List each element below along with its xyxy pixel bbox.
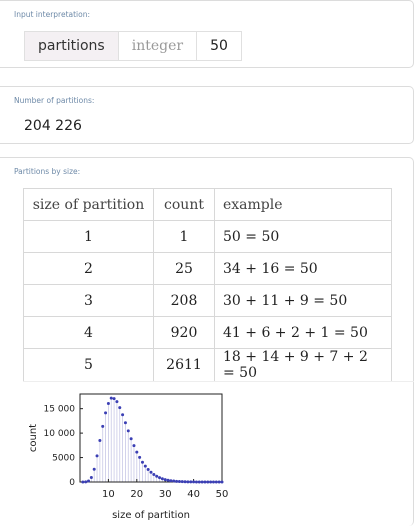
interpretation-chip-number[interactable]: 50	[210, 38, 228, 54]
data-point	[164, 478, 167, 481]
data-point	[147, 468, 150, 471]
size-cell: 1	[24, 221, 154, 253]
divider	[23, 381, 414, 382]
data-point	[198, 480, 201, 483]
x-axis-label: size of partition	[112, 510, 190, 521]
y-tick-label: 10 000	[43, 429, 75, 440]
data-point	[84, 480, 87, 483]
number-of-partitions-pod	[0, 86, 414, 144]
example-cell: 50 = 50	[215, 221, 392, 253]
partitions-table	[23, 188, 392, 382]
example-cell: 41 + 6 + 2 + 1 = 50	[215, 317, 392, 349]
data-point	[87, 479, 90, 482]
data-point	[127, 429, 130, 432]
table-row	[24, 285, 392, 317]
partition-size-chart	[0, 384, 416, 524]
data-point	[118, 406, 121, 409]
count-cell: 920	[154, 317, 215, 349]
pod-title: Input interpretation:	[14, 10, 91, 19]
data-point	[181, 480, 184, 483]
x-tick-label: 30	[158, 489, 172, 500]
partition-count-value: 204 226	[24, 118, 82, 134]
data-point	[141, 461, 144, 464]
input-interpretation-box	[24, 31, 242, 61]
count-cell: 1	[154, 221, 215, 253]
data-point	[203, 480, 206, 483]
data-point	[81, 480, 84, 483]
example-cell: 34 + 16 = 50	[215, 253, 392, 285]
pod-title: Number of partitions:	[14, 96, 95, 105]
data-point	[155, 475, 158, 478]
count-cell: 208	[154, 285, 215, 317]
count-cell: 25	[154, 253, 215, 285]
y-tick-label: 15 000	[43, 404, 75, 415]
data-point	[96, 454, 99, 457]
example-cell: 18 + 14 + 9 + 7 + 2 = 50	[215, 349, 392, 382]
pod-title: Partitions by size:	[14, 167, 81, 176]
x-tick-label: 50	[215, 489, 229, 500]
data-point	[121, 413, 124, 416]
column-header: example	[215, 189, 392, 221]
table-row	[24, 221, 392, 253]
x-tick-label: 20	[130, 489, 144, 500]
data-point	[167, 479, 170, 482]
plot-frame	[80, 394, 222, 482]
data-point	[152, 473, 155, 476]
data-point	[158, 476, 161, 479]
data-point	[113, 397, 116, 400]
data-point	[132, 444, 135, 447]
data-point	[192, 480, 195, 483]
data-point	[101, 425, 104, 428]
data-point	[209, 480, 212, 483]
table-row	[24, 349, 392, 382]
data-point	[98, 439, 101, 442]
data-point	[215, 480, 218, 483]
data-point	[90, 476, 93, 479]
data-point	[115, 400, 118, 403]
y-tick-label: 0	[69, 478, 75, 488]
data-point	[189, 480, 192, 483]
data-point	[93, 468, 96, 471]
data-point	[150, 471, 153, 474]
example-cell: 30 + 11 + 9 = 50	[215, 285, 392, 317]
data-point	[178, 480, 181, 483]
size-cell: 3	[24, 285, 154, 317]
data-point	[206, 480, 209, 483]
x-tick-label: 40	[187, 489, 200, 500]
interpretation-chip-partitions[interactable]: partitions	[25, 32, 119, 60]
data-point	[175, 480, 178, 483]
data-point	[107, 402, 110, 405]
data-point	[104, 411, 107, 414]
size-cell: 4	[24, 317, 154, 349]
data-point	[161, 477, 164, 480]
column-header: count	[154, 189, 215, 221]
data-point	[110, 397, 113, 400]
table-header-row	[24, 189, 392, 221]
data-point	[138, 456, 141, 459]
column-header: size of partition	[24, 189, 154, 221]
data-point	[172, 480, 175, 483]
table-row	[24, 253, 392, 285]
data-point	[195, 480, 198, 483]
x-tick-label: 10	[102, 489, 115, 500]
y-axis-label: count	[28, 423, 39, 453]
data-point	[169, 479, 172, 482]
data-point	[144, 465, 147, 468]
data-point	[124, 421, 127, 424]
data-point	[212, 480, 215, 483]
size-cell: 2	[24, 253, 154, 285]
data-point	[201, 480, 204, 483]
data-point	[221, 480, 224, 483]
interpretation-chip-type[interactable]: integer	[119, 32, 197, 60]
data-point	[218, 480, 221, 483]
data-point	[135, 451, 138, 454]
data-point	[186, 480, 189, 483]
count-cell: 2611	[154, 349, 215, 382]
data-point	[130, 437, 133, 440]
size-cell: 5	[24, 349, 154, 382]
y-tick-label: 5000	[52, 453, 75, 464]
table-row	[24, 317, 392, 349]
data-point	[184, 480, 187, 483]
